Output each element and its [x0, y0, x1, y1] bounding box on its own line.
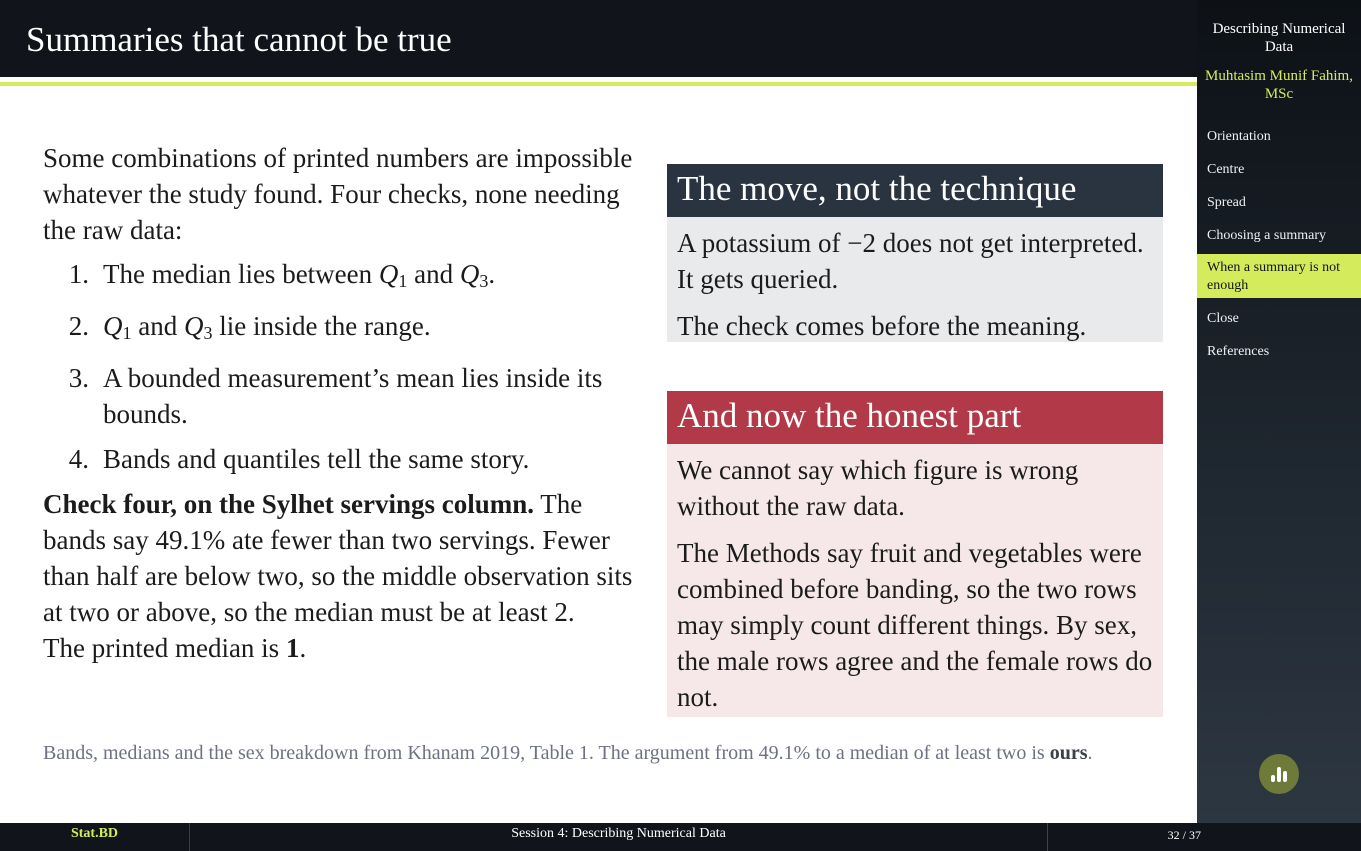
- math-var: Q: [459, 259, 480, 289]
- honest-callout-p1: We cannot say which figure is wrong without the raw data.: [677, 455, 1079, 521]
- math-sub: 1: [122, 323, 132, 343]
- list-text: lie inside the range.: [212, 311, 431, 341]
- list-text: Bands and quantiles tell the same story.: [103, 444, 530, 474]
- sidebar-item-orientation[interactable]: Orientation: [1207, 129, 1271, 144]
- sidebar-item-references[interactable]: References: [1207, 344, 1270, 359]
- list-text: and: [407, 259, 460, 289]
- move-callout-title: The move, not the technique: [667, 164, 1163, 217]
- list-text: A bounded measurement’s mean lies inside its bounds.: [103, 363, 603, 429]
- list-number: 2.: [68, 311, 89, 341]
- move-callout-p2: The check comes before the meaning.: [677, 311, 1087, 341]
- list-number: 1.: [68, 259, 89, 289]
- source-text: Bands, medians and the sex breakdown from Khanam 2019, Table 1. The argument from 49.1% to a median of at least two is: [43, 742, 1050, 764]
- move-callout-body: [667, 217, 1163, 342]
- printed-value: 1: [285, 633, 300, 663]
- slide-header: [0, 0, 1197, 77]
- sidebar-item-close[interactable]: Close: [1207, 311, 1239, 326]
- sidebar-item-choosing-a-summary[interactable]: Choosing a summary: [1207, 228, 1326, 243]
- intro-text: Some combinations of printed numbers are impossible whatever the study found. Four checks, none needing the raw data:: [43, 143, 633, 245]
- math-sub: 1: [398, 271, 408, 291]
- list-text: and: [131, 311, 184, 341]
- source-end: .: [1087, 742, 1093, 764]
- math-sub: 3: [203, 323, 213, 343]
- author-name: Muhtasim Munif Fahim, MSc: [1205, 68, 1353, 102]
- case-text: The bands say 49.1% ate fewer than two servings. Fewer than half are below two, so the middle observation sits at two or above, so the median must be at least 2.: [43, 489, 633, 627]
- list-number: 3.: [68, 363, 89, 393]
- honest-callout: [667, 391, 1163, 717]
- slide-title: Summaries that cannot be true: [26, 20, 452, 59]
- footer-session-title: Session 4: Describing Numerical Data: [190, 823, 1048, 851]
- list-text: .: [488, 259, 496, 289]
- slide-footer: [0, 823, 1361, 851]
- source-note: [43, 742, 1163, 765]
- move-callout: [667, 164, 1163, 342]
- source-bold: ours: [1049, 742, 1088, 764]
- sidebar-item-centre[interactable]: Centre: [1207, 162, 1245, 177]
- honest-callout-body: [667, 444, 1163, 717]
- honest-callout-title: And now the honest part: [667, 391, 1163, 444]
- sidebar-item-spread[interactable]: Spread: [1207, 195, 1246, 210]
- sidebar: [1197, 0, 1361, 823]
- list-item: [43, 441, 643, 477]
- math-sub: 3: [479, 271, 489, 291]
- math-var: Q: [103, 311, 123, 341]
- checks-list: [43, 256, 643, 477]
- printed-median-line: [43, 630, 643, 666]
- printed-end: .: [299, 633, 307, 663]
- move-callout-p1: A potassium of −2 does not get interpreted. It gets queried.: [677, 228, 1144, 294]
- sidebar-nav: [1197, 122, 1361, 370]
- header-accent-rule: [0, 82, 1197, 86]
- math-var: Q: [183, 311, 204, 341]
- printed-text: The printed median is: [43, 633, 286, 663]
- math-var: Q: [378, 259, 399, 289]
- honest-callout-p2: The Methods say fruit and vegetables were combined before banding, so the two rows may simply count different things. By sex, the male rows agree and the female rows do not.: [677, 538, 1153, 712]
- list-item: [43, 360, 643, 432]
- list-item: [43, 308, 643, 351]
- main-content: [43, 140, 643, 666]
- course-title: Describing Numerical Data: [1212, 21, 1346, 55]
- list-item: [43, 256, 643, 299]
- footer-brand: Stat.BD: [0, 823, 190, 851]
- case-heading: Check four, on the Sylhet servings column.: [43, 489, 535, 519]
- page-number: 32 / 37: [1167, 828, 1201, 842]
- case-paragraph: [43, 486, 643, 630]
- bar-chart-icon[interactable]: [1259, 754, 1299, 794]
- list-text: The median lies between: [103, 259, 379, 289]
- list-number: 4.: [68, 444, 89, 474]
- sidebar-item-when-a-summary-is-not-enough[interactable]: When a summary is not enough: [1197, 254, 1361, 298]
